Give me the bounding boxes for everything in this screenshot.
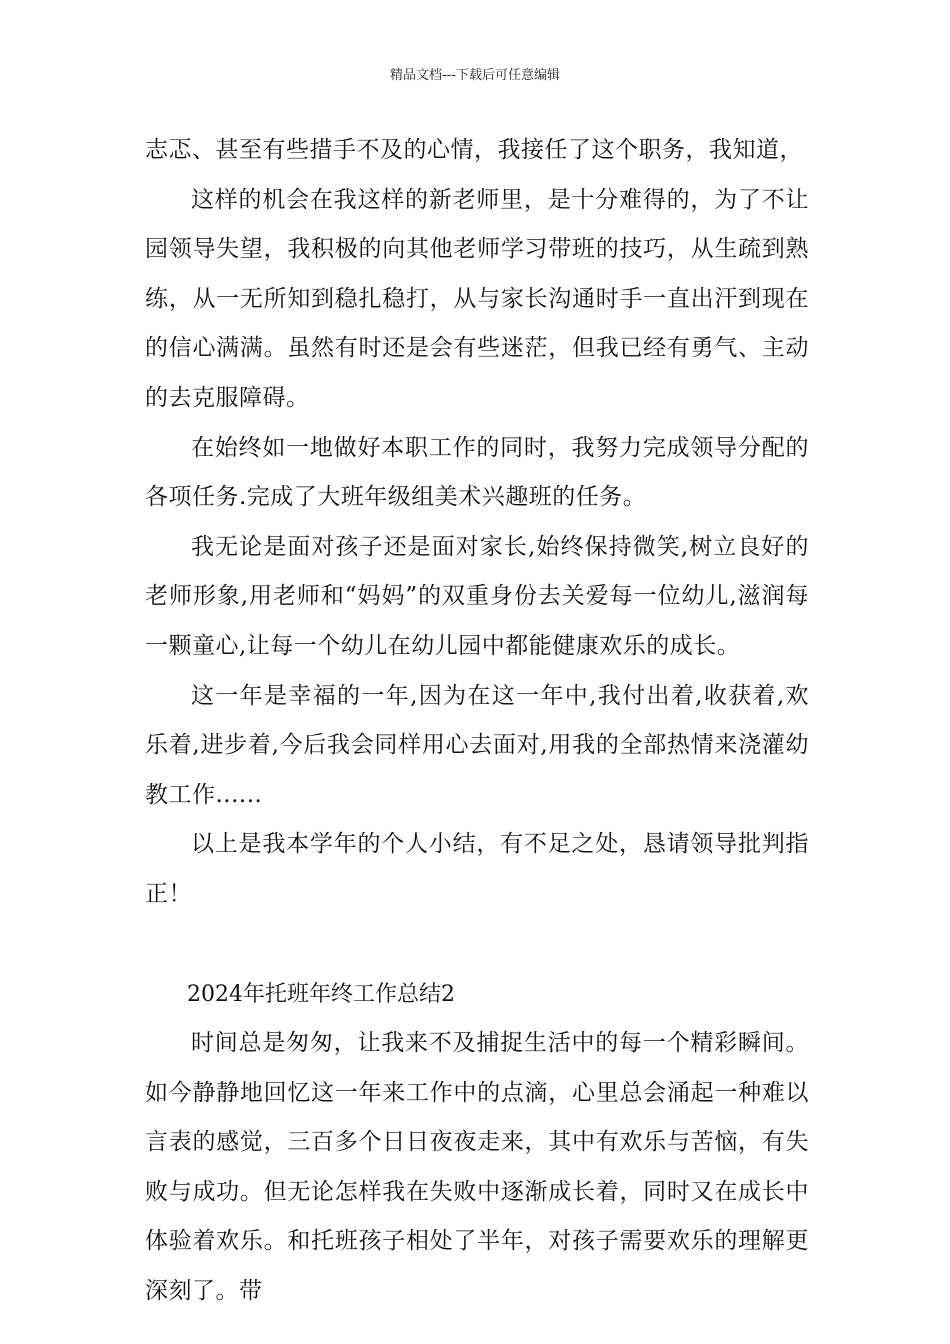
- paragraph: 在始终如一地做好本职工作的同时，我努力完成领导分配的各项任务.完成了大班年级组美术兴趣班的任务。: [145, 434, 809, 511]
- paragraph: 我无论是面对孩子还是面对家长,始终保持微笑,树立良好的老师形象,用老师和“妈妈”的双重身份去关爱每一位幼儿,滋润每一颗童心,让每一个幼儿在幼儿园中都能健康欢乐的成长。: [145, 533, 809, 659]
- document-body: [145, 126, 809, 1317]
- paragraph: 这一年是幸福的一年,因为在这一年中,我付出着,收获着,欢乐着,进步着,今后我会同样用心去面对,用我的全部热情来浇灌幼教工作......: [145, 682, 809, 808]
- paragraph: 时间总是匆匆，让我来不及捕捉生活中的每一个精彩瞬间。如今静静地回忆这一年来工作中的点滴，心里总会涌起一种难以言表的感觉，三百多个日日夜夜走来，其中有欢乐与苦恼，有失败与成功。但无论怎样我在失败中逐渐成长着，同时又在成长中体验着欢乐。和托班孩子相处了半年，对孩子需要欢乐的理解更深刻了。带: [145, 1030, 809, 1305]
- paragraph: 这样的机会在我这样的新老师里，是十分难得的，为了不让园领导失望，我积极的向其他老师学习带班的技巧，从生疏到熟练，从一无所知到稳扎稳打，从与家长沟通时手一直出汗到现在的信心满满。虽然有时还是会有些迷茫，但我已经有勇气、主动的去克服障碍。: [145, 186, 809, 411]
- paragraph: 以上是我本学年的个人小结，有不足之处，恳请领导批判指正！: [145, 831, 809, 907]
- section-heading: 2024年托班年终工作总结2: [187, 981, 455, 1007]
- paragraph-continuation: 志忑、甚至有些措手不及的心情，我接任了这个职务，我知道，: [145, 137, 803, 163]
- page-header: 精品文档---下载后可任意编辑: [389, 68, 561, 83]
